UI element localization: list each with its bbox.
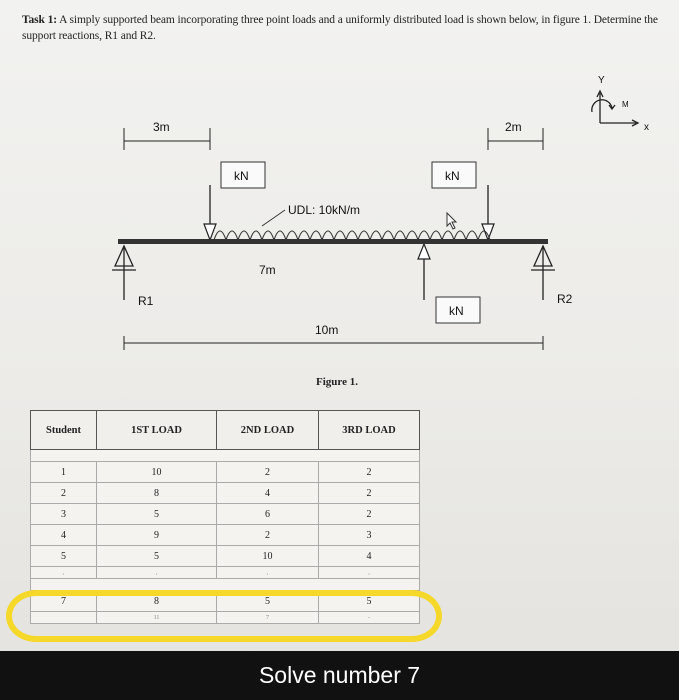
load1-arrow-icon	[204, 185, 216, 240]
header-student: Student	[31, 411, 97, 450]
cell: 5	[319, 591, 420, 612]
cell: 1	[31, 462, 97, 483]
dimension-2m-label: 2m	[505, 120, 522, 134]
cell: 3	[319, 525, 420, 546]
cell: 7	[217, 612, 319, 624]
header-load3: 3RD LOAD	[319, 411, 420, 450]
cell: ,	[31, 567, 97, 579]
cell: 8	[97, 591, 217, 612]
cell: 7	[31, 591, 97, 612]
udl-label: UDL: 10kN/m	[288, 203, 361, 217]
table-gap-row	[31, 567, 420, 579]
cell: 2	[319, 483, 420, 504]
cell: ,	[217, 567, 319, 579]
cell: 2	[31, 483, 97, 504]
axis-m-label: M	[622, 100, 629, 109]
table-spacer	[31, 579, 420, 591]
load1-unit: kN	[234, 169, 249, 183]
header-load2: 2ND LOAD	[217, 411, 319, 450]
cell: 4	[31, 525, 97, 546]
udl-coils	[214, 231, 490, 240]
dimension-3m-label: 3m	[153, 120, 170, 134]
task-label: Task 1:	[22, 14, 57, 26]
cell: ,	[97, 567, 217, 579]
task-body: A simply supported beam incorporating three point loads and a uniformly distributed load is shown below, in figure 1. Determine the support reactions, R1 and R2.	[22, 14, 658, 42]
header-load1: 1ST LOAD	[97, 411, 217, 450]
cell: 5	[97, 504, 217, 525]
dimension-10m	[124, 336, 543, 350]
cell: 8	[97, 483, 217, 504]
table-row-highlighted	[31, 591, 420, 612]
load2-arrow-icon	[482, 185, 494, 240]
table-spacer	[31, 450, 420, 462]
cell: 4	[319, 546, 420, 567]
table-row-partial	[31, 612, 420, 624]
cell: 6	[217, 504, 319, 525]
cell: 11	[97, 612, 217, 624]
axis-x-label: x	[644, 122, 649, 133]
dimension-7m-label: 7m	[259, 263, 276, 277]
cell: 10	[217, 546, 319, 567]
support-right-icon	[531, 246, 555, 300]
axis-indicator-icon	[592, 91, 638, 126]
cell: 10	[97, 462, 217, 483]
cell: 5	[31, 546, 97, 567]
support-left-icon	[112, 246, 136, 300]
cell: 4	[217, 483, 319, 504]
cell: -	[319, 612, 420, 624]
cell	[31, 612, 97, 624]
cell: 5	[217, 591, 319, 612]
axis-y-label: Y	[598, 75, 605, 86]
caption-text: Solve number 7	[258, 662, 421, 688]
cell: 2	[217, 462, 319, 483]
pointer-cursor-icon	[447, 213, 456, 229]
table-row	[31, 462, 420, 483]
cell: 2	[217, 525, 319, 546]
cell: ,	[319, 567, 420, 579]
cell: 3	[31, 504, 97, 525]
loads-table	[30, 410, 420, 624]
dimension-10m-label: 10m	[315, 323, 339, 337]
reaction-r2-label: R2	[557, 292, 573, 306]
udl-leader	[262, 210, 285, 226]
cell: 2	[319, 504, 420, 525]
cell: 5	[97, 546, 217, 567]
table-row	[31, 504, 420, 525]
reaction-r1-label: R1	[138, 294, 154, 308]
table-row	[31, 546, 420, 567]
cell: 2	[319, 462, 420, 483]
beam	[118, 239, 548, 244]
load2-unit: kN	[445, 169, 460, 183]
load3-arrow-icon	[418, 244, 430, 300]
cell: 9	[97, 525, 217, 546]
figure-caption: Figure 1.	[316, 376, 358, 388]
table-row	[31, 525, 420, 546]
table-row	[31, 483, 420, 504]
table-header-row	[31, 411, 420, 450]
load3-unit: kN	[449, 304, 464, 318]
